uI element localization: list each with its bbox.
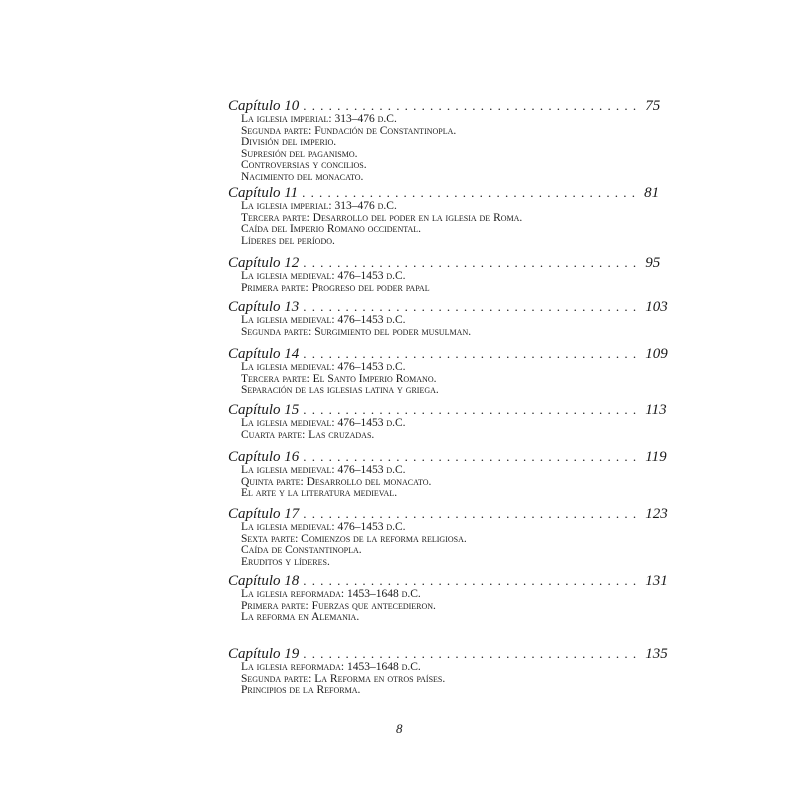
section-line: Sexta parte: Comienzos de la reforma religiosa.	[241, 532, 467, 545]
section-line: Nacimiento del monacato.	[241, 170, 364, 183]
dot-leader: ........................................	[303, 255, 642, 270]
toc-entry	[228, 448, 667, 500]
section-line: Eruditos y líderes.	[241, 555, 330, 568]
section-line: La iglesia medieval: 476–1453 d.C.	[241, 314, 406, 326]
section-line: Segunda parte: Fundación de Constantinopla.	[241, 124, 457, 137]
chapter-heading	[228, 448, 667, 465]
section-line: Controversias y concilios.	[241, 159, 367, 172]
chapter-page-number: 103	[645, 299, 668, 315]
chapter-heading	[228, 298, 668, 315]
toc-entry	[228, 572, 668, 624]
section-line: Caída de Constantinopla.	[241, 544, 362, 557]
chapter-title: Capítulo 15	[228, 402, 300, 418]
dot-leader: ........................................	[303, 506, 642, 521]
chapter-page-number: 113	[645, 402, 667, 418]
chapter-title: Capítulo 10	[228, 98, 300, 114]
section-line: La iglesia medieval: 476–1453 d.C.	[241, 417, 406, 429]
chapter-title: Capítulo 18	[228, 573, 300, 589]
chapter-heading	[228, 401, 667, 418]
chapter-heading	[228, 254, 661, 271]
section-line: Separación de las iglesias latina y griega.	[241, 384, 439, 397]
chapter-title: Capítulo 12	[228, 255, 300, 271]
dot-leader: ........................................	[303, 646, 642, 661]
dot-leader: ........................................	[303, 402, 642, 417]
chapter-title: Capítulo 14	[228, 346, 300, 362]
chapter-heading	[228, 572, 668, 589]
chapter-heading	[228, 184, 660, 201]
chapter-title: Capítulo 19	[228, 646, 300, 662]
section-line: El arte y la literatura medieval.	[241, 487, 398, 500]
section-line: Supresión del paganismo.	[241, 147, 358, 160]
chapter-title: Capítulo 17	[228, 506, 300, 522]
section-line: La iglesia reformada: 1453–1648 d.C.	[241, 661, 421, 673]
chapter-title: Capítulo 11	[228, 185, 299, 201]
section-line: La iglesia medieval: 476–1453 d.C.	[241, 464, 406, 476]
section-line: La iglesia reformada: 1453–1648 d.C.	[241, 588, 421, 600]
toc-entry	[228, 254, 661, 294]
toc-entry	[228, 298, 668, 338]
chapter-page-number: 119	[645, 449, 667, 465]
section-line: Caída del Imperio Romano occidental.	[241, 223, 422, 236]
section-line: La reforma en Alemania.	[241, 611, 360, 624]
section-line: Primera parte: Progreso del poder papal	[241, 281, 430, 294]
section-line: La iglesia imperial: 313–476 d.C.	[241, 113, 397, 125]
dot-leader: ........................................	[303, 449, 642, 464]
section-line: División del imperio.	[241, 136, 337, 149]
chapter-page-number: 123	[645, 506, 668, 522]
section-line: Primera parte: Fuerzas que antecedieron.	[241, 599, 436, 612]
toc-entry	[228, 184, 660, 247]
toc-entry	[228, 97, 661, 184]
section-line: Segunda parte: Surgimiento del poder musulman.	[241, 325, 472, 338]
dot-leader: ........................................	[303, 98, 642, 113]
chapter-page-number: 131	[645, 573, 668, 589]
dot-leader: ........................................	[302, 185, 641, 200]
section-line: Cuarta parte: Las cruzadas.	[241, 428, 375, 441]
page-number: 8	[396, 721, 403, 736]
dot-leader: ........................................	[303, 573, 642, 588]
chapter-page-number: 95	[645, 255, 661, 271]
section-line: Segunda parte: La Reforma en otros países.	[241, 672, 446, 685]
chapter-heading	[228, 645, 668, 662]
chapter-heading	[228, 505, 668, 522]
chapter-page-number: 75	[645, 98, 661, 114]
chapter-heading	[228, 345, 668, 362]
section-line: Quinta parte: Desarrollo del monacato.	[241, 475, 432, 488]
dot-leader: ........................................	[303, 299, 642, 314]
section-line: La iglesia medieval: 476–1453 d.C.	[241, 521, 406, 533]
chapter-page-number: 135	[645, 646, 668, 662]
section-line: Tercera parte: El Santo Imperio Romano.	[241, 372, 437, 385]
chapter-title: Capítulo 16	[228, 449, 300, 465]
toc-entry	[228, 401, 667, 441]
section-line: Líderes del período.	[241, 234, 335, 247]
section-line: La iglesia medieval: 476–1453 d.C.	[241, 270, 406, 282]
chapter-page-number: 109	[645, 346, 668, 362]
toc-entry	[228, 645, 668, 697]
section-line: La iglesia imperial: 313–476 d.C.	[241, 200, 397, 212]
section-line: Principios de la Reforma.	[241, 684, 361, 697]
toc-entry	[228, 345, 668, 397]
dot-leader: ........................................	[303, 346, 642, 361]
section-line: Tercera parte: Desarrollo del poder en la iglesia de Roma.	[241, 211, 523, 224]
chapter-title: Capítulo 13	[228, 299, 300, 315]
section-line: La iglesia medieval: 476–1453 d.C.	[241, 361, 406, 373]
chapter-heading	[228, 97, 661, 114]
chapter-page-number: 81	[644, 185, 660, 201]
toc-entry	[228, 505, 668, 568]
